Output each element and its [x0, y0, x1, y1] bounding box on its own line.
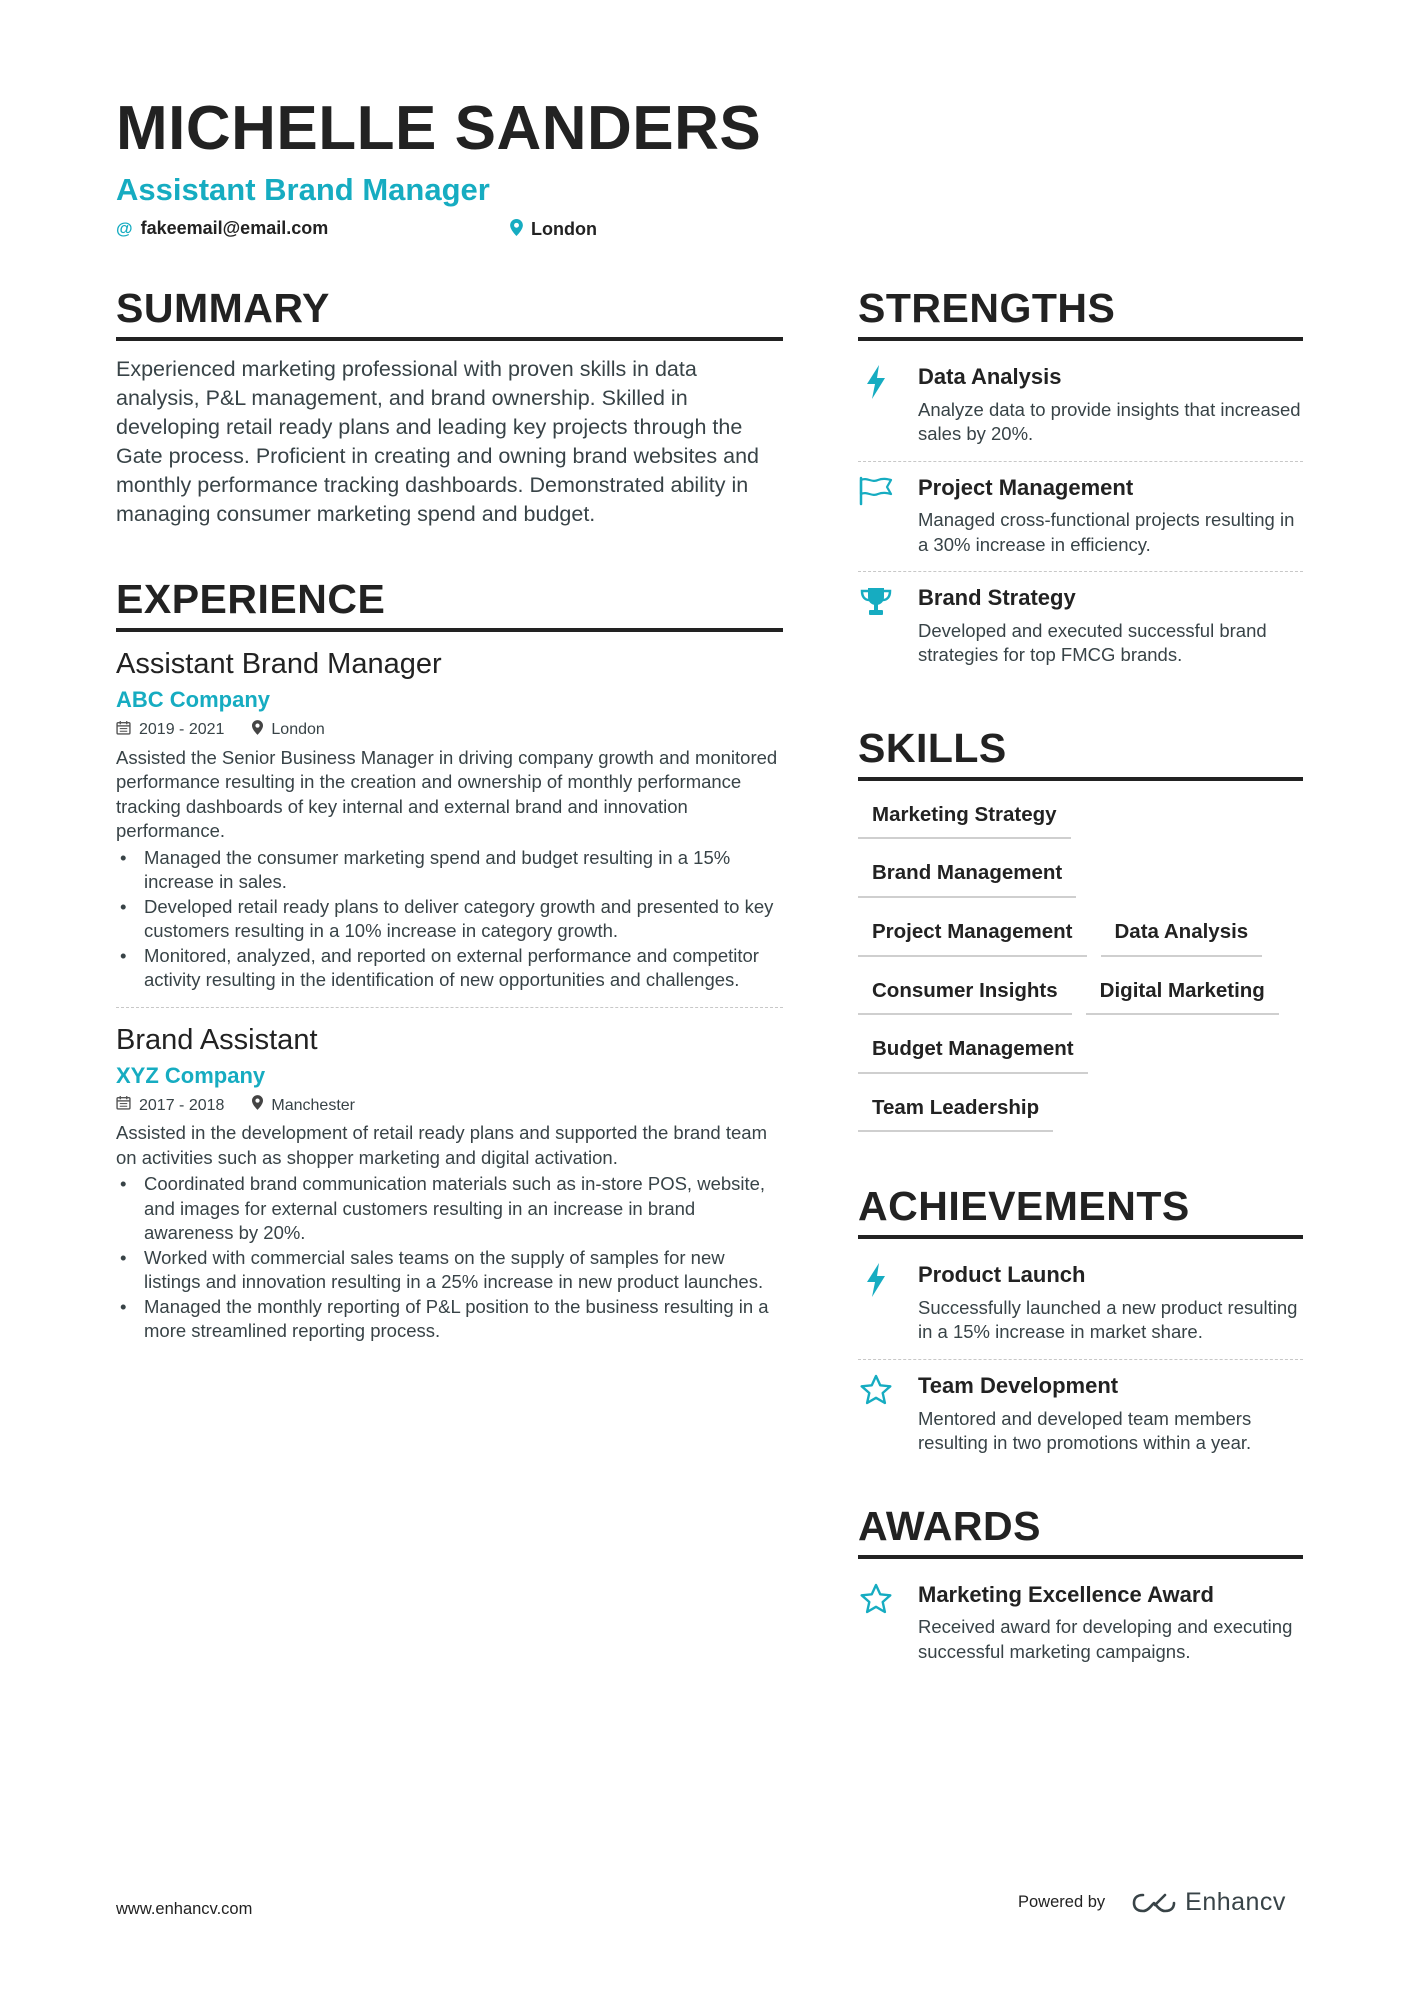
- strength-title: Brand Strategy: [918, 585, 1076, 611]
- achievement-item: [858, 1249, 1303, 1360]
- experience-item: [116, 1007, 783, 1358]
- job-bullet: • Monitored, analyzed, and reported on external performance and competitor activity resulting in the identification of new opportunities and challenges.: [116, 944, 783, 993]
- trophy-icon: [858, 584, 894, 668]
- summary-text: Experienced marketing professional with proven skills in data analysis, P&L management, and brand ownership. Skilled in developing retail ready plans and leading key projects through the Gate process. Proficient in creating and owning brand websites and monthly performance tracking dashboards. Demonstrated ability in managing consumer marketing spend and budget.: [116, 357, 759, 526]
- job-dates: [116, 1095, 224, 1115]
- job-meta: [116, 720, 783, 740]
- star-icon: [858, 1581, 894, 1665]
- calendar-icon: [116, 720, 131, 740]
- powered-by-text: Powered by: [1018, 1893, 1106, 1911]
- awards-heading: AWARDS: [858, 1506, 1303, 1559]
- lightning-bolt-icon: [858, 363, 894, 447]
- skills-section: [858, 724, 1303, 1147]
- skill-tag: Project Management: [858, 912, 1087, 957]
- email-text: fakeemail@email.com: [140, 218, 329, 238]
- skill-tag: Consumer Insights: [858, 971, 1072, 1016]
- job-description: Assisted the Senior Business Manager in driving company growth and monitored performance resulting in the creation and ownership of monthly performance tracking dashboards of key internal and external brand and innovation performance.: [116, 746, 778, 842]
- footer-branding: [1018, 1888, 1286, 1917]
- job-bullet: • Developed retail ready plans to deliver category growth and presented to key customers resulting in a 10% increase in category growth.: [116, 895, 783, 944]
- left-column: [116, 285, 783, 1358]
- job-title: Brand Assistant: [116, 1023, 318, 1056]
- strength-item: [858, 462, 1303, 573]
- job-dates-text: 2019 - 2021: [139, 721, 225, 739]
- award-desc: Received award for developing and executing successful marketing campaigns.: [918, 1616, 1293, 1662]
- enhancv-logo-text: Enhancv: [1185, 1888, 1286, 1916]
- experience-item: [116, 632, 783, 1007]
- job-bullet: • Coordinated brand communication materials such as in-store POS, website, and images for external customers resulting in an increase in brand awareness by 20%.: [116, 1172, 783, 1246]
- skill-tag: Team Leadership: [858, 1088, 1053, 1133]
- job-bullets: [116, 1172, 783, 1344]
- candidate-name: MICHELLE SANDERS: [116, 94, 762, 163]
- footer-website-link[interactable]: www.enhancv.com: [116, 1900, 253, 1918]
- skill-tag: Digital Marketing: [1086, 971, 1279, 1016]
- contact-email[interactable]: [116, 219, 328, 237]
- lightning-bolt-icon: [858, 1261, 894, 1345]
- skills-heading: SKILLS: [858, 728, 1303, 781]
- at-icon: @: [116, 218, 133, 238]
- skills-list: [858, 795, 1303, 1147]
- achievement-desc: Mentored and developed team members resulting in two promotions within a year.: [918, 1407, 1252, 1454]
- right-column: [858, 285, 1303, 1678]
- company-name: ABC Company: [116, 687, 271, 713]
- strength-desc: Managed cross-functional projects resulting in a 30% increase in efficiency.: [918, 509, 1295, 555]
- job-description: Assisted in the development of retail ready plans and supported the brand team on activities such as shopper marketing and digital activation.: [116, 1122, 767, 1168]
- job-title: Assistant Brand Manager: [116, 648, 442, 680]
- contact-location: [510, 219, 597, 239]
- job-location: [252, 1095, 355, 1115]
- job-bullet: • Worked with commercial sales teams on the supply of samples for new listings and innovation resulting in a 25% increase in new product launches.: [116, 1246, 783, 1295]
- strength-desc: Analyze data to provide insights that increased sales by 20%.: [918, 398, 1301, 445]
- flag-icon: [858, 474, 894, 558]
- skill-tag: Brand Management: [858, 853, 1076, 898]
- candidate-headline: Assistant Brand Manager: [116, 172, 490, 207]
- achievement-title: Product Launch: [918, 1262, 1086, 1288]
- company-name: XYZ Company: [116, 1063, 266, 1089]
- strengths-section: [858, 285, 1303, 682]
- skill-tag: Data Analysis: [1101, 912, 1263, 957]
- awards-section: [858, 1502, 1303, 1679]
- job-location-text: London: [271, 721, 325, 739]
- strength-item: [858, 351, 1303, 462]
- strength-title: Data Analysis: [918, 364, 1062, 389]
- calendar-icon: [116, 1095, 131, 1115]
- job-location: [252, 720, 324, 740]
- job-location-text: Manchester: [271, 1096, 355, 1114]
- job-bullet: • Managed the monthly reporting of P&L position to the business resulting in a more streamlined reporting process.: [116, 1295, 783, 1344]
- experience-heading: EXPERIENCE: [116, 579, 783, 632]
- location-pin-icon: [252, 720, 263, 740]
- achievements-heading: ACHIEVEMENTS: [858, 1186, 1303, 1239]
- job-bullet: • Managed the consumer marketing spend and budget resulting in a 15% increase in sales.: [116, 846, 783, 895]
- achievement-title: Team Development: [918, 1372, 1119, 1398]
- star-icon: [858, 1372, 894, 1456]
- job-dates-text: 2017 - 2018: [139, 1096, 225, 1114]
- job-bullets: [116, 846, 783, 993]
- achievement-item: [858, 1360, 1303, 1470]
- strength-title: Project Management: [918, 474, 1134, 500]
- award-item: [858, 1569, 1303, 1679]
- strengths-heading: STRENGTHS: [858, 288, 1303, 341]
- experience-section: [116, 576, 783, 1358]
- achievement-desc: Successfully launched a new product resulting in a 15% increase in market share.: [918, 1296, 1298, 1343]
- award-title: Marketing Excellence Award: [918, 1581, 1214, 1607]
- location-text: London: [531, 219, 597, 239]
- skill-tag: Marketing Strategy: [858, 795, 1071, 840]
- enhancv-logo-icon: [1131, 1891, 1177, 1915]
- job-meta: [116, 1095, 783, 1115]
- strength-item: [858, 572, 1303, 682]
- summary-heading: SUMMARY: [116, 288, 783, 341]
- location-pin-icon: [510, 219, 523, 239]
- strength-desc: Developed and executed successful brand strategies for top FMCG brands.: [918, 619, 1267, 666]
- achievements-section: [858, 1183, 1303, 1469]
- job-dates: [116, 720, 224, 740]
- enhancv-logo[interactable]: [1131, 1888, 1286, 1917]
- summary-section: [116, 285, 783, 529]
- location-pin-icon: [252, 1095, 263, 1115]
- skill-tag: Budget Management: [858, 1029, 1088, 1074]
